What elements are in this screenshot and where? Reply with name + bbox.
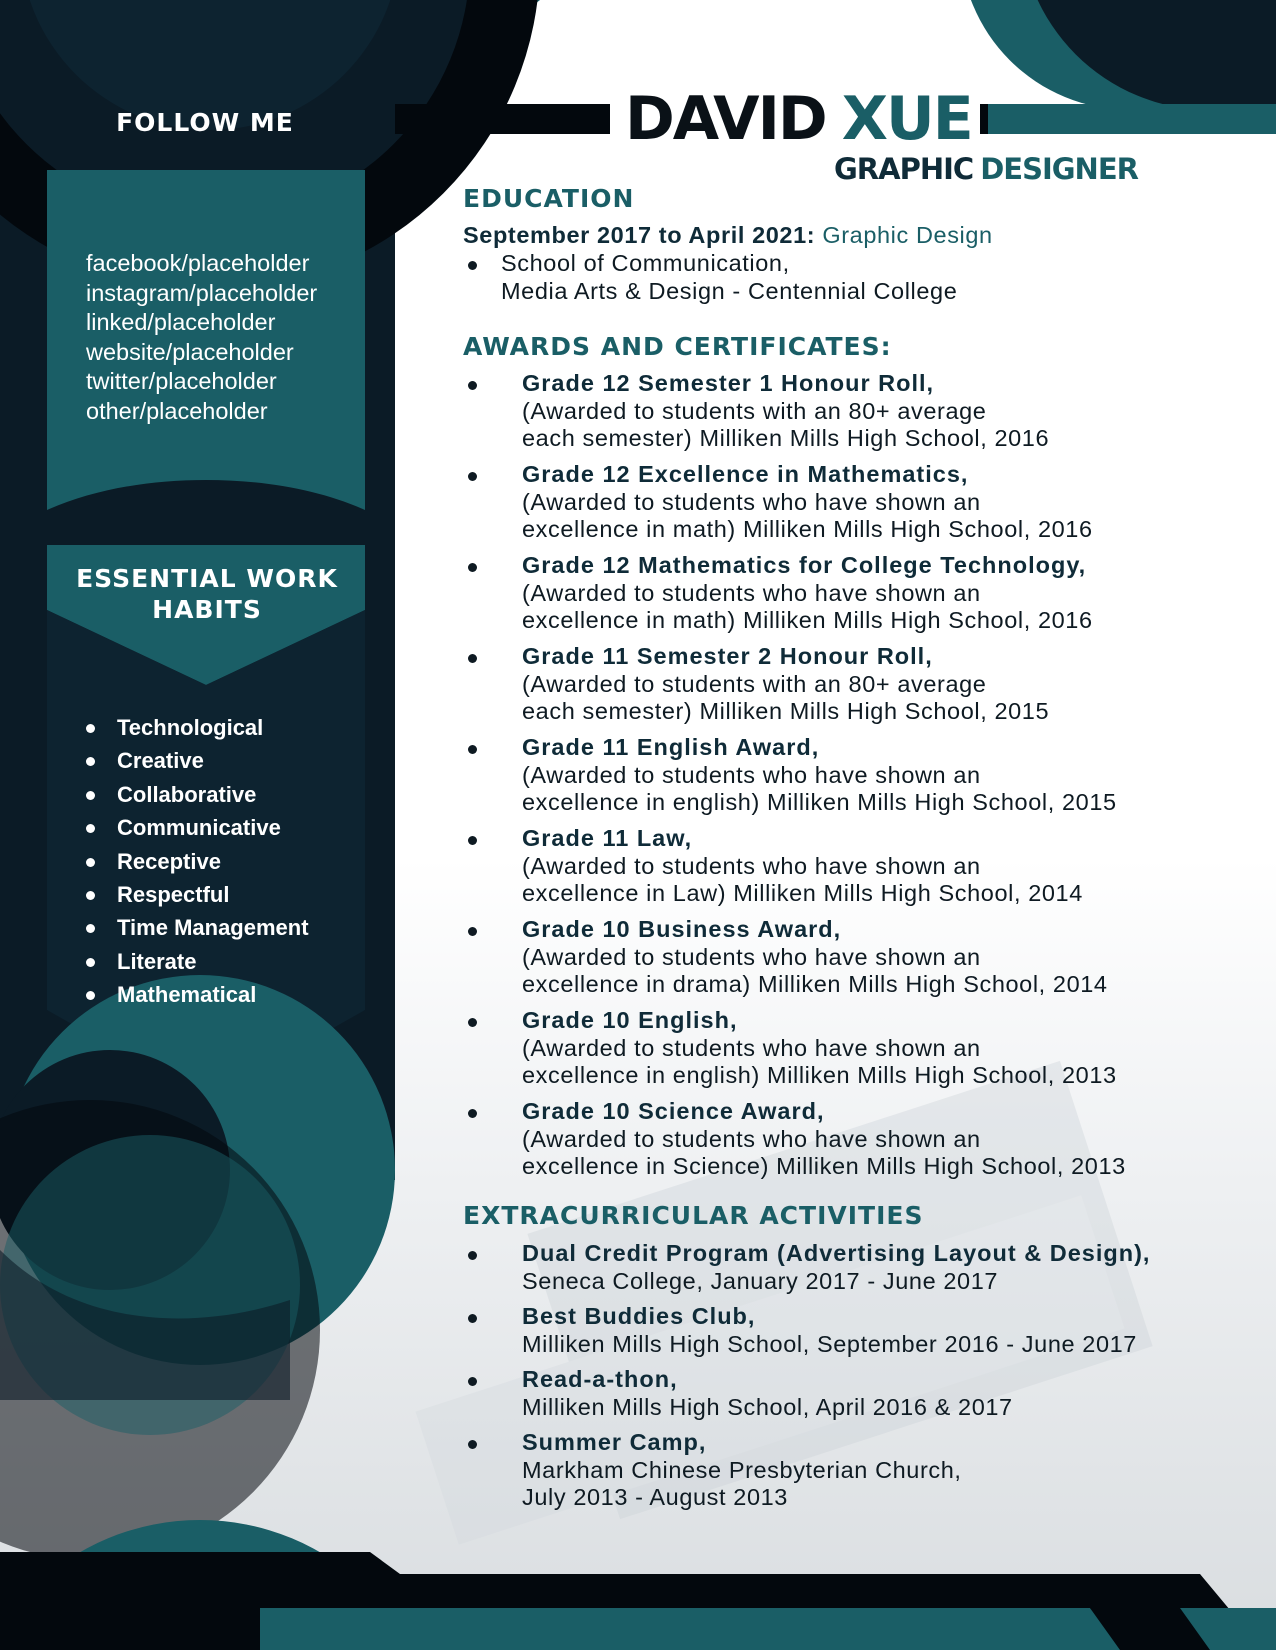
- habit-item: Communicative: [86, 811, 309, 844]
- award-title: Grade 11 English Award,: [522, 734, 820, 760]
- award-item: [463, 825, 1126, 916]
- job-title: [834, 152, 1138, 186]
- award-title: Grade 12 Excellence in Mathematics,: [522, 461, 969, 487]
- award-detail: excellence in english) Milliken Mills High School, 2013: [522, 1062, 1117, 1088]
- awards-heading: AWARDS AND CERTIFICATES:: [463, 332, 892, 361]
- bullet-icon: [468, 1440, 477, 1449]
- header-left-bar: [395, 104, 610, 134]
- first-name: DAVID: [625, 84, 826, 154]
- work-habits-heading-line1: ESSENTIAL WORK: [76, 564, 338, 593]
- education-entry: [463, 222, 993, 250]
- bullet-icon: [468, 1377, 477, 1386]
- bullet-icon: [468, 563, 477, 572]
- social-link-twitter[interactable]: twitter/placeholder: [86, 368, 277, 394]
- award-detail: (Awarded to students who have shown an: [522, 1125, 981, 1152]
- extracurricular-heading: EXTRACURRICULAR ACTIVITIES: [463, 1201, 924, 1230]
- education-heading: EDUCATION: [463, 184, 635, 213]
- activity-detail: Seneca College, January 2017 - June 2017: [522, 1267, 999, 1294]
- top-right-bar: [1190, 0, 1276, 105]
- award-title: Grade 10 Business Award,: [522, 916, 842, 942]
- activity-detail: July 2013 - August 2013: [522, 1484, 788, 1510]
- award-item: [463, 552, 1126, 643]
- award-detail: excellence in english) Milliken Mills High School, 2015: [522, 789, 1117, 815]
- award-item: [463, 461, 1126, 552]
- activity-title: Summer Camp,: [522, 1429, 707, 1455]
- award-item: [463, 916, 1126, 1007]
- education-school-line2: Media Arts & Design - Centennial College: [501, 277, 958, 304]
- education-date: September 2017 to April 2021:: [463, 222, 816, 248]
- award-detail: (Awarded to students who have shown an: [522, 761, 981, 788]
- activity-item: [463, 1303, 1150, 1366]
- job-title-part1: GRAPHIC: [834, 152, 974, 186]
- habit-item: Time Management: [86, 911, 309, 944]
- award-detail: (Awarded to students who have shown an: [522, 1034, 981, 1061]
- habit-item: Mathematical: [86, 978, 309, 1011]
- award-detail: excellence in drama) Milliken Mills High School, 2014: [522, 971, 1108, 997]
- award-detail: excellence in math) Milliken Mills High School, 2016: [522, 607, 1093, 633]
- follow-me-heading: FOLLOW ME: [116, 108, 294, 137]
- award-detail: (Awarded to students with an 80+ average: [522, 397, 987, 424]
- last-name: XUE: [841, 84, 972, 154]
- activity-item: [463, 1366, 1150, 1429]
- award-item: [463, 1007, 1126, 1098]
- social-link-instagram[interactable]: instagram/placeholder: [86, 279, 318, 306]
- habit-item: Technological: [86, 711, 309, 744]
- award-detail: (Awarded to students who have shown an: [522, 488, 981, 515]
- bullet-icon: [468, 836, 477, 845]
- award-detail: excellence in Science) Milliken Mills High School, 2013: [522, 1153, 1126, 1179]
- award-title: Grade 10 English,: [522, 1007, 738, 1033]
- award-detail: (Awarded to students who have shown an: [522, 579, 981, 606]
- award-item: [463, 734, 1126, 825]
- activity-title: Dual Credit Program (Advertising Layout & Design),: [522, 1240, 1151, 1266]
- bullet-icon: [468, 1018, 477, 1027]
- bullet-icon: [468, 927, 477, 936]
- activity-title: Best Buddies Club,: [522, 1303, 756, 1329]
- education-program: Graphic Design: [822, 222, 993, 248]
- activity-item: [463, 1240, 1150, 1303]
- bullet-icon: [468, 381, 477, 390]
- award-detail: (Awarded to students who have shown an: [522, 852, 981, 879]
- education-school-line1: School of Communication,: [501, 250, 790, 276]
- bullet-icon: [468, 472, 477, 481]
- activity-title: Read-a-thon,: [522, 1366, 678, 1392]
- award-title: Grade 12 Semester 1 Honour Roll,: [522, 370, 935, 396]
- award-item: [463, 370, 1126, 461]
- bullet-icon: [468, 1251, 477, 1260]
- name-heading: [625, 84, 972, 154]
- award-detail: each semester) Milliken Mills High School, 2015: [522, 698, 1050, 724]
- work-habits-list: [86, 711, 309, 1012]
- bottom-teal-band: [260, 1608, 1125, 1650]
- award-detail: each semester) Milliken Mills High School, 2016: [522, 425, 1050, 451]
- award-title: Grade 11 Law,: [522, 825, 693, 851]
- bullet-icon: [468, 1314, 477, 1323]
- work-habits-heading: [62, 563, 352, 625]
- bullet-icon: [468, 654, 477, 663]
- header-right-bar-cap: [980, 104, 988, 134]
- award-detail: (Awarded to students with an 80+ average: [522, 670, 987, 697]
- activity-detail: Markham Chinese Presbyterian Church,: [522, 1456, 962, 1483]
- bullet-icon: [468, 261, 477, 270]
- social-link-other[interactable]: other/placeholder: [86, 397, 268, 424]
- job-title-part2: DESIGNER: [980, 152, 1138, 186]
- education-school: [463, 250, 957, 305]
- award-title: Grade 12 Mathematics for College Technology,: [522, 552, 1087, 578]
- award-item: [463, 1098, 1126, 1189]
- award-title: Grade 11 Semester 2 Honour Roll,: [522, 643, 933, 669]
- social-link-website[interactable]: website/placeholder: [86, 338, 294, 365]
- work-habits-heading-line2: HABITS: [152, 595, 262, 624]
- award-detail: excellence in math) Milliken Mills High School, 2016: [522, 516, 1093, 542]
- awards-list: [463, 370, 1126, 1189]
- habit-item: Creative: [86, 744, 309, 777]
- award-detail: (Awarded to students who have shown an: [522, 943, 981, 970]
- extracurricular-list: [463, 1240, 1151, 1510]
- bullet-icon: [468, 745, 477, 754]
- activity-item: [463, 1429, 1150, 1510]
- social-link-linkedin[interactable]: linked/placeholder: [86, 309, 276, 335]
- habit-item: Respectful: [86, 878, 309, 911]
- header-right-bar: [980, 104, 1276, 134]
- social-links-list: [86, 249, 317, 426]
- social-link-facebook[interactable]: facebook/placeholder: [86, 250, 310, 276]
- habit-item: Literate: [86, 945, 309, 978]
- habit-item: Collaborative: [86, 778, 309, 811]
- habit-item: Receptive: [86, 845, 309, 878]
- bullet-icon: [468, 1109, 477, 1118]
- award-detail: excellence in Law) Milliken Mills High School, 2014: [522, 880, 1083, 906]
- award-item: [463, 643, 1126, 734]
- activity-detail: Milliken Mills High School, September 2016 - June 2017: [522, 1330, 1137, 1357]
- activity-detail: Milliken Mills High School, April 2016 & 2017: [522, 1393, 1013, 1420]
- award-title: Grade 10 Science Award,: [522, 1098, 825, 1124]
